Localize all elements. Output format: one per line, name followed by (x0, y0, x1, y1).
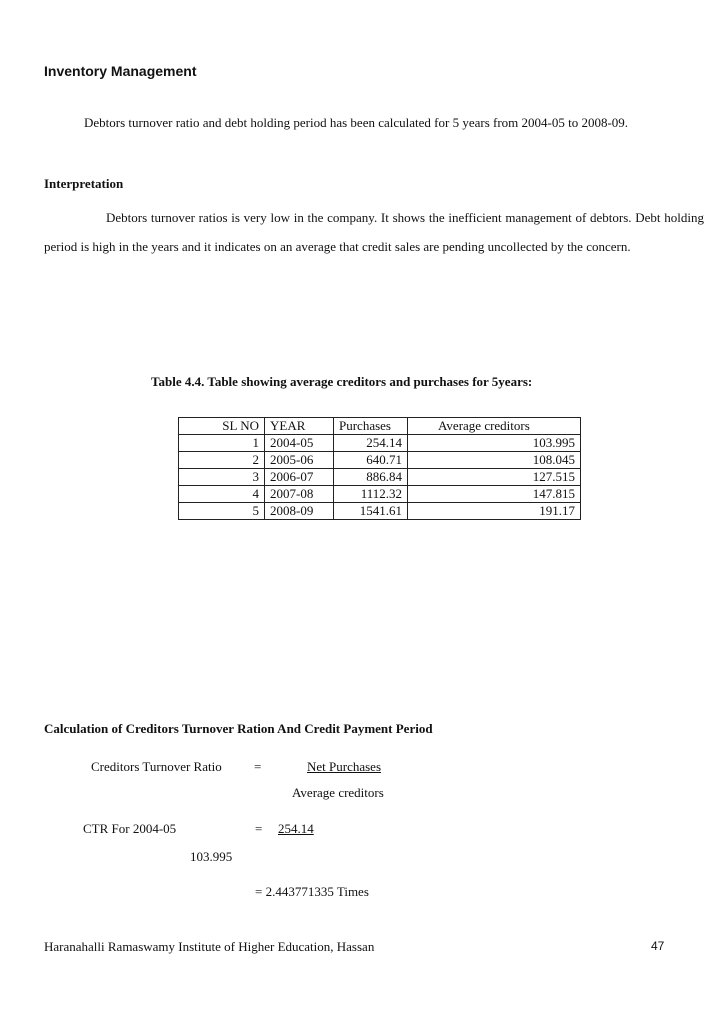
column-header-year: YEAR (265, 418, 334, 435)
formula-numerator: Net Purchases (307, 759, 382, 774)
cell-average-creditors: 147.815 (408, 486, 581, 503)
formula-label: Creditors Turnover Ratio (91, 759, 222, 774)
page-number: 47 (651, 939, 665, 953)
column-header-purchases: Purchases (334, 418, 408, 435)
cell-year: 2007-08 (265, 486, 334, 503)
column-header-sl-no: SL NO (179, 418, 265, 435)
example-result: = 2.443771335 Times (255, 884, 369, 899)
cell-purchases: 1541.61 (334, 503, 408, 520)
cell-purchases: 886.84 (334, 469, 408, 486)
table-header-row (179, 418, 581, 435)
section-header: Inventory Management (44, 63, 197, 79)
cell-purchases: 254.14 (334, 435, 408, 452)
example-label: CTR For 2004-05 (83, 821, 177, 836)
table-row (179, 503, 581, 520)
cell-purchases: 640.71 (334, 452, 408, 469)
cell-average-creditors: 108.045 (408, 452, 581, 469)
table-row (179, 486, 581, 503)
cell-sl-no: 2 (179, 452, 265, 469)
intro-paragraph: Debtors turnover ratio and debt holding period has been calculated for 5 years from 2004-05 to 2008-09. (84, 115, 629, 130)
interpretation-paragraph: Debtors turnover ratios is very low in the company. It shows the inefficient management of debtors. Debt holding period is high in the years and it indicates on an average that credit sales are pending uncollected by the concern. (44, 210, 704, 254)
cell-average-creditors: 103.995 (408, 435, 581, 452)
footer-institute: Haranahalli Ramaswamy Institute of Higher Education, Hassan (44, 939, 375, 954)
creditors-purchases-table (178, 417, 581, 520)
cell-purchases: 1112.32 (334, 486, 408, 503)
table-row (179, 469, 581, 486)
cell-average-creditors: 191.17 (408, 503, 581, 520)
cell-year: 2008-09 (265, 503, 334, 520)
interpretation-heading: Interpretation (44, 176, 124, 191)
cell-average-creditors: 127.515 (408, 469, 581, 486)
table-caption: Table 4.4. Table showing average creditors and purchases for 5years: (151, 374, 533, 389)
formula-equals: = (254, 759, 262, 774)
column-header-average-creditors: Average creditors (408, 418, 581, 435)
formula-denominator: Average creditors (292, 785, 384, 800)
example-denominator: 103.995 (190, 849, 233, 864)
example-numerator: 254.14 (278, 821, 314, 836)
table-row (179, 435, 581, 452)
cell-sl-no: 1 (179, 435, 265, 452)
cell-year: 2004-05 (265, 435, 334, 452)
calculation-heading: Calculation of Creditors Turnover Ration And Credit Payment Period (44, 721, 433, 736)
cell-sl-no: 4 (179, 486, 265, 503)
cell-sl-no: 3 (179, 469, 265, 486)
table-row (179, 452, 581, 469)
example-equals: = (255, 821, 263, 836)
cell-year: 2005-06 (265, 452, 334, 469)
cell-sl-no: 5 (179, 503, 265, 520)
cell-year: 2006-07 (265, 469, 334, 486)
